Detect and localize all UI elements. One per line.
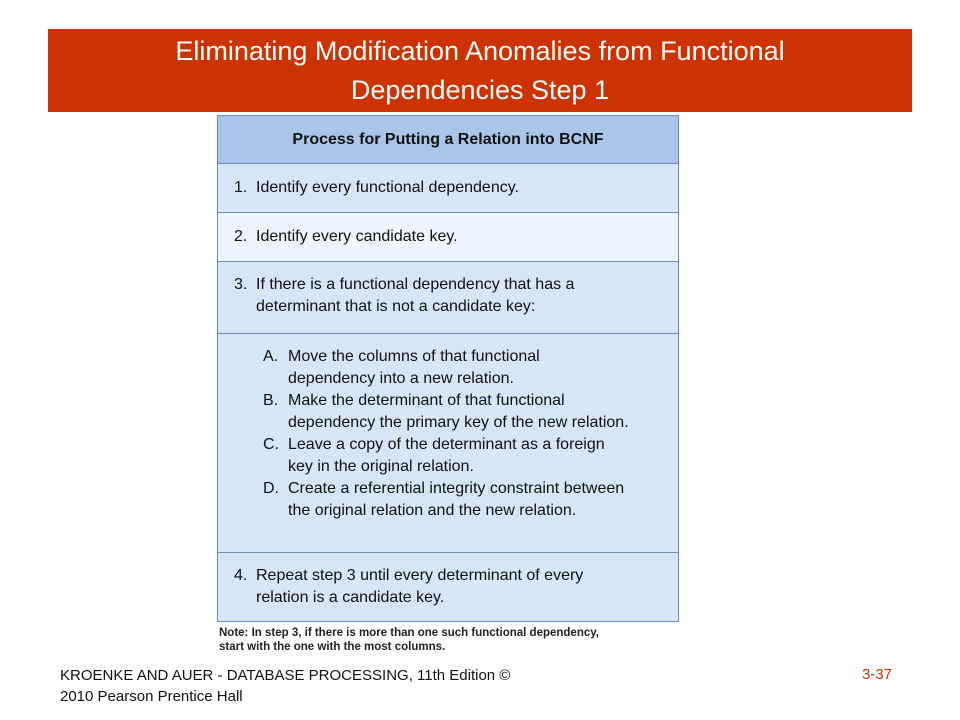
substep-text-block xyxy=(288,346,540,390)
substep-text-block xyxy=(288,478,624,522)
slide-title-bar xyxy=(48,29,912,112)
step-text: Identify every functional dependency. xyxy=(256,179,519,196)
table-header: Process for Putting a Relation into BCNF xyxy=(218,116,678,164)
step-text: relation is a candidate key. xyxy=(256,589,445,606)
note-line-2: start with the one with the most columns. xyxy=(219,641,446,653)
step-text: determinant that is not a candidate key: xyxy=(256,298,536,315)
step-number: 4. xyxy=(234,567,248,584)
step-number: 3. xyxy=(234,276,248,293)
substep-c xyxy=(263,434,678,478)
slide-title-line-1: Eliminating Modification Anomalies from Functional xyxy=(175,35,785,66)
substep-text: dependency into a new relation. xyxy=(288,370,514,387)
note-line-1: Note: In step 3, if there is more than one such functional dependency, xyxy=(219,627,599,639)
footer-credit-line-1: KROENKE AND AUER - DATABASE PROCESSING, 11th Edition © xyxy=(60,667,511,684)
substep-text: Leave a copy of the determinant as a foreign xyxy=(288,436,605,453)
substep-a xyxy=(263,346,678,390)
substep-letter: C. xyxy=(263,436,279,453)
substep-text: dependency the primary key of the new relation. xyxy=(288,414,629,431)
step-4 xyxy=(234,565,678,609)
step-text: Identify every candidate key. xyxy=(256,228,458,245)
substep-letter: D. xyxy=(263,480,279,497)
step-text-block xyxy=(256,274,574,318)
table-row-step-4 xyxy=(218,553,678,621)
substep-text: Make the determinant of that functional xyxy=(288,392,565,409)
table-row-step-3 xyxy=(218,262,678,334)
substep-text: key in the original relation. xyxy=(288,458,474,475)
slide-title-line-2: Dependencies Step 1 xyxy=(350,74,610,105)
bcnf-process-table xyxy=(217,115,679,622)
table-note xyxy=(219,626,689,654)
substep-d xyxy=(263,478,678,522)
substep-text-block xyxy=(288,390,629,434)
substep-letter: B. xyxy=(263,392,279,409)
substep-letter: A. xyxy=(263,348,279,365)
step-number: 1. xyxy=(234,179,248,196)
table-row-step-2 xyxy=(218,213,678,262)
step-1 xyxy=(234,177,678,199)
table-row-substeps xyxy=(218,334,678,553)
step-text-block xyxy=(256,565,583,609)
slide-number: 3-37 xyxy=(862,666,893,683)
step-3 xyxy=(234,274,678,318)
substep-text: Create a referential integrity constraint between xyxy=(288,480,625,497)
table-row-step-1 xyxy=(218,164,678,213)
footer-credit xyxy=(60,665,660,707)
step-text: Repeat step 3 until every determinant of every xyxy=(256,567,584,584)
step-text: If there is a functional dependency that has a xyxy=(256,276,575,293)
substep-text: the original relation and the new relation. xyxy=(288,502,577,519)
footer-credit-line-2: 2010 Pearson Prentice Hall xyxy=(60,688,243,705)
substep-text-block xyxy=(288,434,605,478)
step-2 xyxy=(234,226,678,248)
step-number: 2. xyxy=(234,228,248,245)
substep-text: Move the columns of that functional xyxy=(288,348,540,365)
substep-b xyxy=(263,390,678,434)
